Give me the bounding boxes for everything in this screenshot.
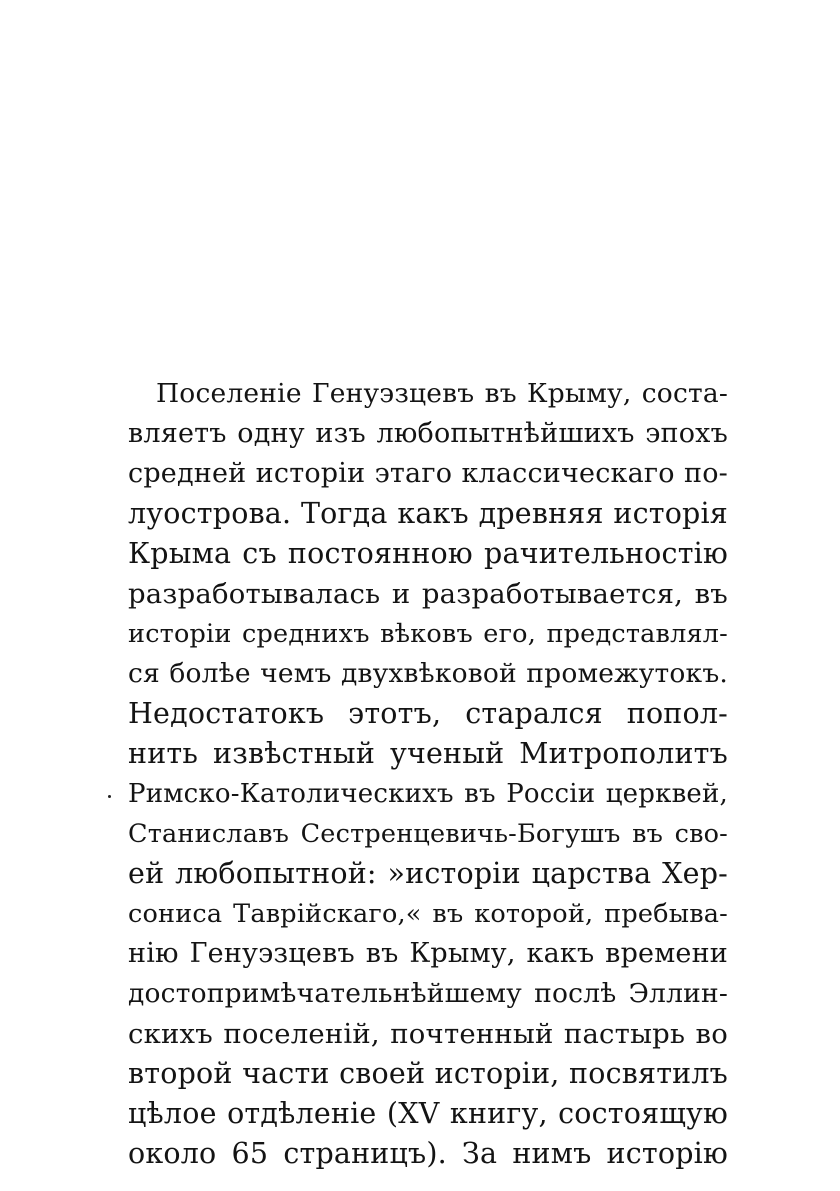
text-line: вляетъ одну изъ любопытнѣйшихъ эпохъ (128, 418, 728, 449)
text-line: Римско-Католическихъ въ Россіи церквей, (128, 779, 728, 809)
text-line: нить извѣстный ученый Митрополитъ (128, 737, 728, 770)
text-line: сониса Таврійскаго,« въ которой, пребыва- (128, 899, 728, 929)
text-line: Поселеніе Генуэзцевъ въ Крыму, соста- (156, 378, 728, 409)
text-line: достопримѣчательнѣйшему послѣ Эллин- (128, 978, 728, 1009)
text-line: около 65 страницъ). За нимъ исторію (128, 1137, 728, 1170)
text-line: средней исторіи этаго классическаго по- (128, 458, 728, 489)
text-line: скихъ поселеній, почтенный пастырь во (128, 1018, 728, 1050)
text-line: ей любопытной: »исторіи царства Хер- (128, 857, 728, 890)
margin-mark (108, 795, 111, 798)
text-line: Недостатокъ этотъ, старался попол- (128, 697, 728, 730)
text-line: нію Генуэзцевъ въ Крыму, какъ времени (128, 938, 728, 969)
text-line: исторіи среднихъ вѣковъ его, представлял- (128, 619, 728, 649)
text-line: Станиславъ Сестренцевичь-Богушъ въ сво- (128, 819, 728, 849)
text-line: Крыма съ постоянною рачительностію (128, 537, 728, 570)
text-line: луострова. Тогда какъ древняя исторія (128, 497, 728, 530)
text-line: цѣлое отдѣленіе (XV книгу, состоящую (128, 1097, 728, 1130)
text-line: разработывалась и разработывается, въ (128, 578, 728, 610)
body-text (128, 374, 728, 1174)
text-line: ся болѣе чемъ двухвѣковой промежутокъ. (128, 658, 728, 689)
text-line: второй части своей исторіи, посвятилъ (128, 1057, 728, 1090)
